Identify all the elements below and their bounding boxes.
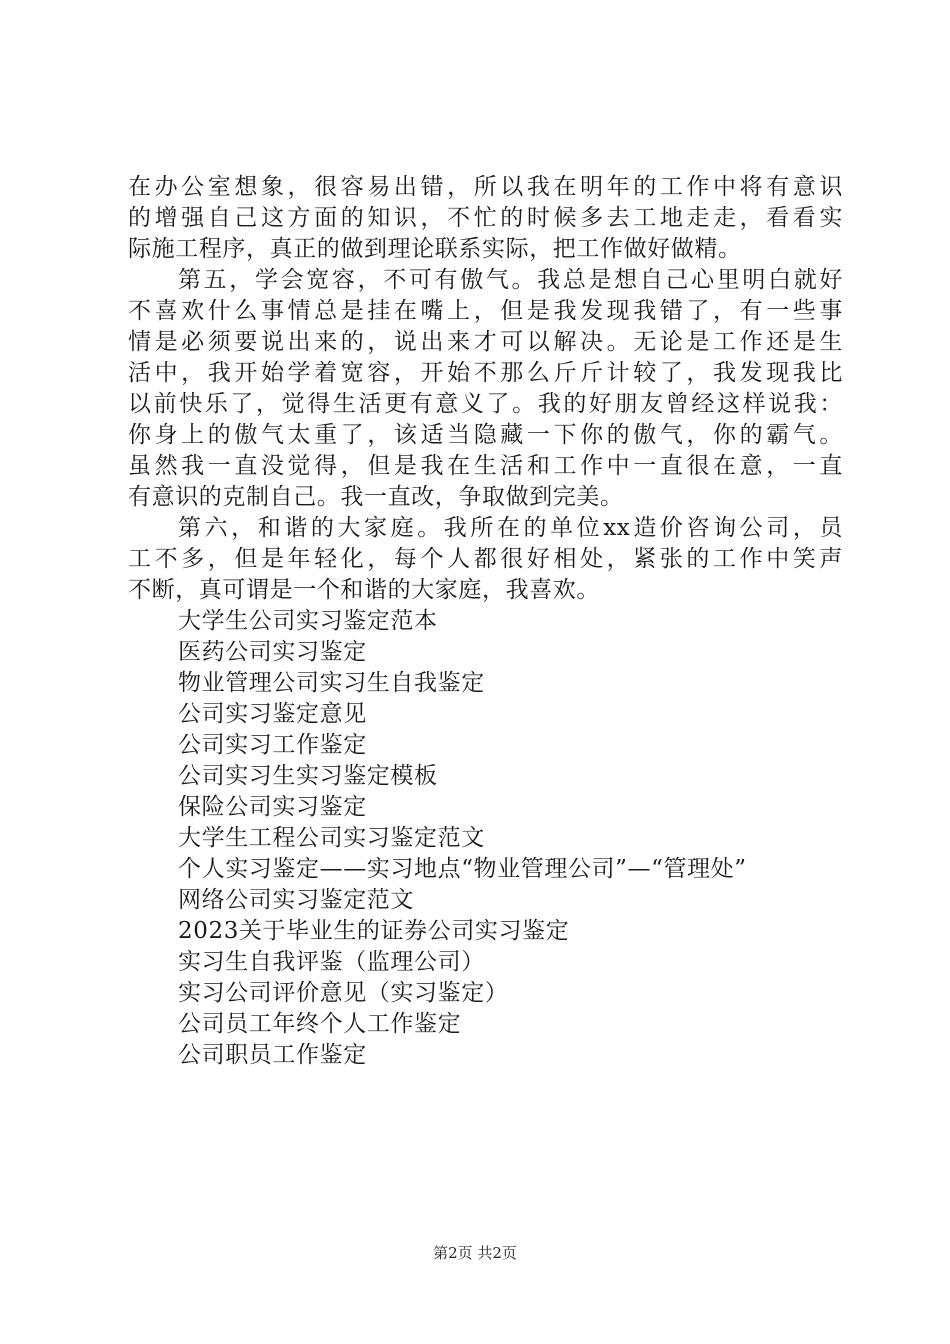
paragraph-line: 际施工程序，真正的做到理论联系实际，把工作做好做精。 bbox=[128, 236, 742, 262]
paragraph-line: 虽然我一直没觉得，但是我在生活和工作中一直很在意，一直 bbox=[128, 453, 843, 479]
related-title: 实习公司评价意见（实习鉴定） bbox=[178, 980, 509, 1006]
paragraph-line: 不断，真可谓是一个和谐的大家庭，我喜欢。 bbox=[128, 577, 600, 603]
page-number-footer: 第2页 共2页 bbox=[433, 1244, 517, 1262]
paragraph-line: 你身上的傲气太重了，该适当隐藏一下你的傲气，你的霸气。 bbox=[128, 422, 843, 448]
related-title: 个人实习鉴定——实习地点“物业管理公司”—“管理处” bbox=[178, 856, 747, 882]
related-title: 公司实习工作鉴定 bbox=[178, 732, 367, 758]
paragraph-line: 在办公室想象，很容易出错，所以我在明年的工作中将有意识 bbox=[128, 174, 843, 200]
related-title: 保险公司实习鉴定 bbox=[178, 794, 367, 820]
paragraph-line: 情是必须要说出来的，说出来才可以解决。无论是工作还是生 bbox=[128, 329, 843, 355]
paragraph-line: 有意识的克制自己。我一直改，争取做到完美。 bbox=[128, 484, 624, 510]
related-title: 公司职员工作鉴定 bbox=[178, 1042, 367, 1068]
paragraph-line: 活中，我开始学着宽容，开始不那么斤斤计较了，我发现我比 bbox=[128, 360, 843, 386]
paragraph-line: 第五，学会宽容，不可有傲气。我总是想自己心里明白就好 bbox=[178, 267, 843, 293]
related-title: 公司实习生实习鉴定模板 bbox=[178, 763, 438, 789]
paragraph-line: 的增强自己这方面的知识，不忙的时候多去工地走走，看看实 bbox=[128, 205, 843, 231]
paragraph-line: 第六，和谐的大家庭。我所在的单位xx造价咨询公司，员 bbox=[178, 515, 843, 541]
related-title: 医药公司实习鉴定 bbox=[178, 639, 367, 665]
paragraph-line: 工不多，但是年轻化，每个人都很好相处，紧张的工作中笑声 bbox=[128, 546, 843, 572]
document-body bbox=[128, 172, 843, 1071]
related-title: 大学生公司实习鉴定范本 bbox=[178, 608, 438, 634]
related-title: 大学生工程公司实习鉴定范文 bbox=[178, 825, 485, 851]
paragraph-line: 以前快乐了，觉得生活更有意义了。我的好朋友曾经这样说我： bbox=[128, 391, 843, 417]
related-title: 公司员工年终个人工作鉴定 bbox=[178, 1011, 462, 1037]
paragraph-line: 不喜欢什么事情总是挂在嘴上，但是我发现我错了，有一些事 bbox=[128, 298, 843, 324]
related-title: 网络公司实习鉴定范文 bbox=[178, 887, 414, 913]
related-title: 实习生自我评鉴（监理公司） bbox=[178, 949, 485, 975]
related-title: 公司实习鉴定意见 bbox=[178, 701, 367, 727]
related-title: 物业管理公司实习生自我鉴定 bbox=[178, 670, 485, 696]
related-title: 2023关于毕业生的证券公司实习鉴定 bbox=[178, 918, 570, 944]
